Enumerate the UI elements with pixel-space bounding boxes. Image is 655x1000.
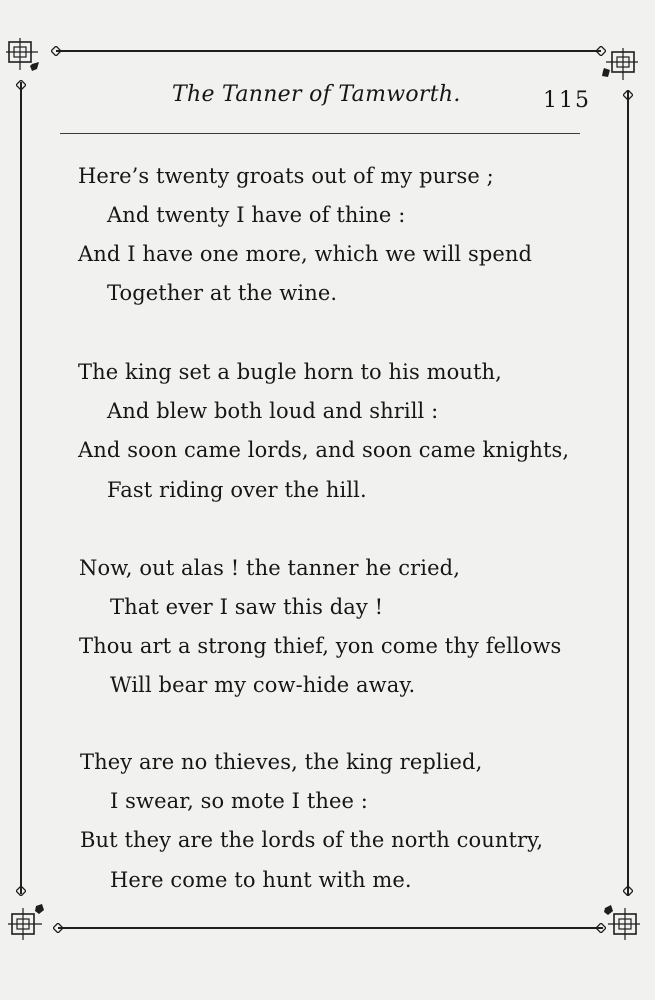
poem-line: Together at the wine. xyxy=(107,281,338,305)
poem-line: That ever I saw this day ! xyxy=(110,595,384,619)
header-rule xyxy=(60,133,580,134)
frame-diamond-icon xyxy=(596,923,606,933)
poem-line: And soon came lords, and soon came knights, xyxy=(78,438,570,462)
poem-line: Fast riding over the hill. xyxy=(107,478,367,502)
frame-diamond-icon xyxy=(596,46,606,56)
frame-diamond-icon xyxy=(16,80,26,90)
poem-line: And blew both loud and shrill : xyxy=(107,399,439,423)
poem-line: And twenty I have of thine : xyxy=(107,203,406,227)
poem-line: Thou art a strong thief, yon come thy fellows xyxy=(79,634,562,658)
poem-line: They are no thieves, the king replied, xyxy=(80,750,483,774)
corner-ornament-icon xyxy=(602,902,642,942)
frame-diamond-icon xyxy=(16,886,26,896)
frame-left-line xyxy=(20,82,22,894)
running-title: The Tanner of Tamworth. xyxy=(172,82,461,107)
corner-ornament-icon xyxy=(6,38,46,78)
poem-line: The king set a bugle horn to his mouth, xyxy=(78,360,502,384)
corner-ornament-icon xyxy=(600,46,640,86)
corner-ornament-icon xyxy=(8,900,48,940)
frame-bottom-line xyxy=(58,927,603,929)
poem-line: But they are the lords of the north country, xyxy=(80,828,544,852)
frame-diamond-icon xyxy=(53,923,63,933)
frame-diamond-icon xyxy=(51,46,61,56)
poem-line: Here come to hunt with me. xyxy=(110,868,412,892)
poem-line: And I have one more, which we will spend xyxy=(78,242,533,266)
frame-diamond-icon xyxy=(623,886,633,896)
frame-top-line xyxy=(56,50,601,52)
frame-diamond-icon xyxy=(623,90,633,100)
poem-line: I swear, so mote I thee : xyxy=(110,789,368,813)
frame-right-line xyxy=(627,90,629,895)
poem-line: Will bear my cow-hide away. xyxy=(110,673,416,697)
poem-line: Now, out alas ! the tanner he cried, xyxy=(79,556,460,580)
page-number: 115 xyxy=(543,88,591,113)
poem-line: Here’s twenty groats out of my purse ; xyxy=(78,164,494,188)
